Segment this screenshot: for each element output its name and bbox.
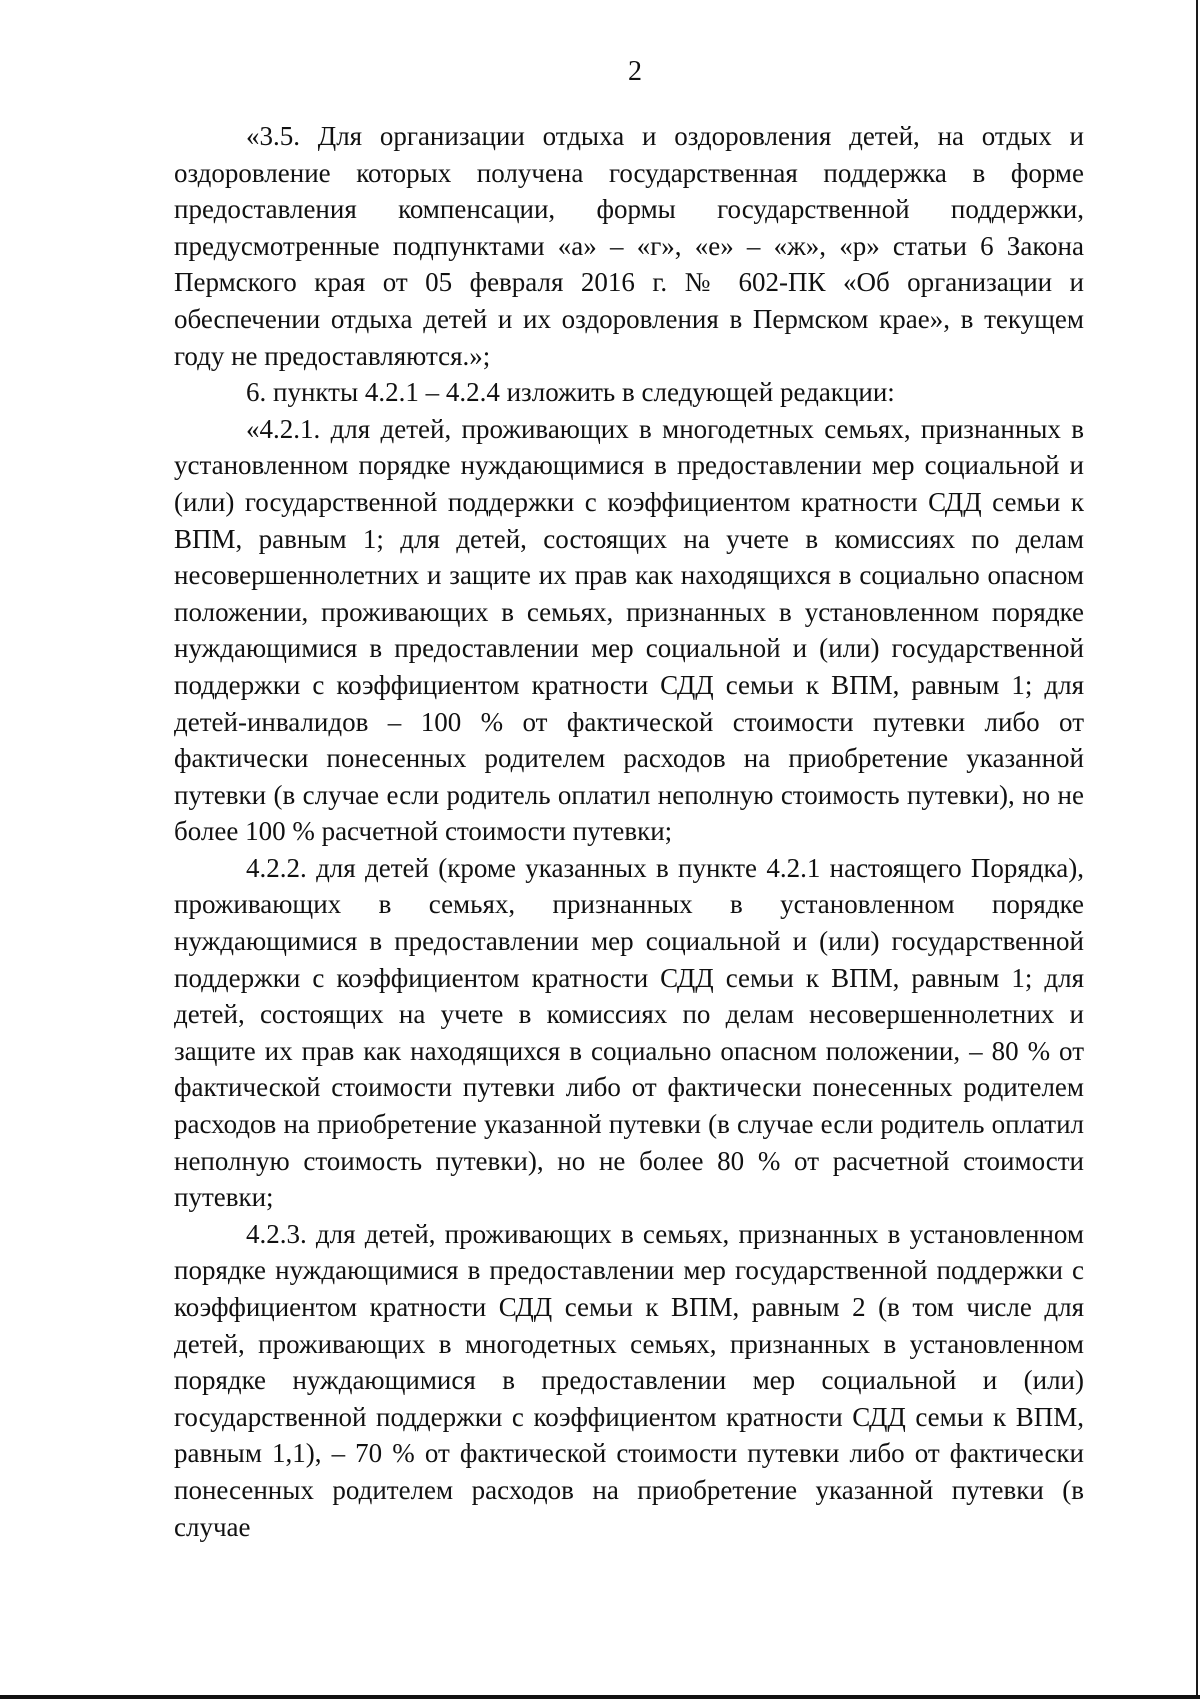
scan-edge-right bbox=[1196, 0, 1198, 1699]
document-body bbox=[174, 118, 1084, 1545]
paragraph-4-2-2: 4.2.2. для детей (кроме указанных в пункте 4.2.1 настоящего Порядка), проживающих в семьях, признанных в установленном порядке нуждающимися в предоставлении мер социальной и (или) государственной поддержки с коэффициентом кратности СДД семьи к ВПМ, равным 1; для детей, состоящих на учете в комиссиях по делам несовершеннолетних и защите их прав как находящихся в социально опасном положении, – 80 % от фактической стоимости путевки либо от фактически понесенных родителем расходов на приобретение указанной путевки (в случае если родитель оплатил неполную стоимость путевки), но не более 80 % от расчетной стоимости путевки; bbox=[174, 852, 1084, 1213]
scan-edge-bottom bbox=[0, 1695, 1200, 1699]
paragraph-item-6: 6. пункты 4.2.1 – 4.2.4 изложить в следующей редакции: bbox=[246, 377, 895, 408]
paragraph-3-5: «3.5. Для организации отдыха и оздоровления детей, на отдых и оздоровление которых получена государственная поддержка в форме предоставления компенсации, формы государственной поддержки, предусмотренные подпунктами «а» – «г», «е» – «ж», «р» статьи 6 Закона Пермского края от 05 февраля 2016 г. № 602-ПК «Об организации и обеспечении отдыха детей и их оздоровления в Пермском крае», в текущем году не предоставляются.»; bbox=[174, 121, 1084, 371]
paragraph-4-2-3: 4.2.3. для детей, проживающих в семьях, признанных в установленном порядке нуждающимися в предоставлении мер государственной поддержки с коэффициентом кратности СДД семьи к ВПМ, равным 2 (в том числе для детей, проживающих в многодетных семьях, признанных в установленном порядке нуждающимися в предоставлении мер социальной и (или) государственной поддержки с коэффициентом кратности СДД семьи к ВПМ, равным 1,1), – 70 % от фактической стоимости путевки либо от фактически понесенных родителем расходов на приобретение указанной путевки (в случае bbox=[174, 1218, 1084, 1542]
page-number: 2 bbox=[628, 56, 642, 87]
paragraph-4-2-1: «4.2.1. для детей, проживающих в многодетных семьях, признанных в установленном порядке нуждающимися в предоставлении мер социальной и (или) государственной поддержки с коэффициентом кратности СДД семьи к ВПМ, равным 1; для детей, состоящих на учете в комиссиях по делам несовершеннолетних и защите их прав как находящихся в социально опасном положении, проживающих в семьях, признанных в установленном порядке нуждающимися в предоставлении мер социальной и (или) государственной поддержки с коэффициентом кратности СДД семьи к ВПМ, равным 1; для детей-инвалидов – 100 % от фактической стоимости путевки либо от фактически понесенных родителем расходов на приобретение указанной путевки (в случае если родитель оплатил неполную стоимость путевки), но не более 100 % расчетной стоимости путевки; bbox=[174, 413, 1084, 847]
